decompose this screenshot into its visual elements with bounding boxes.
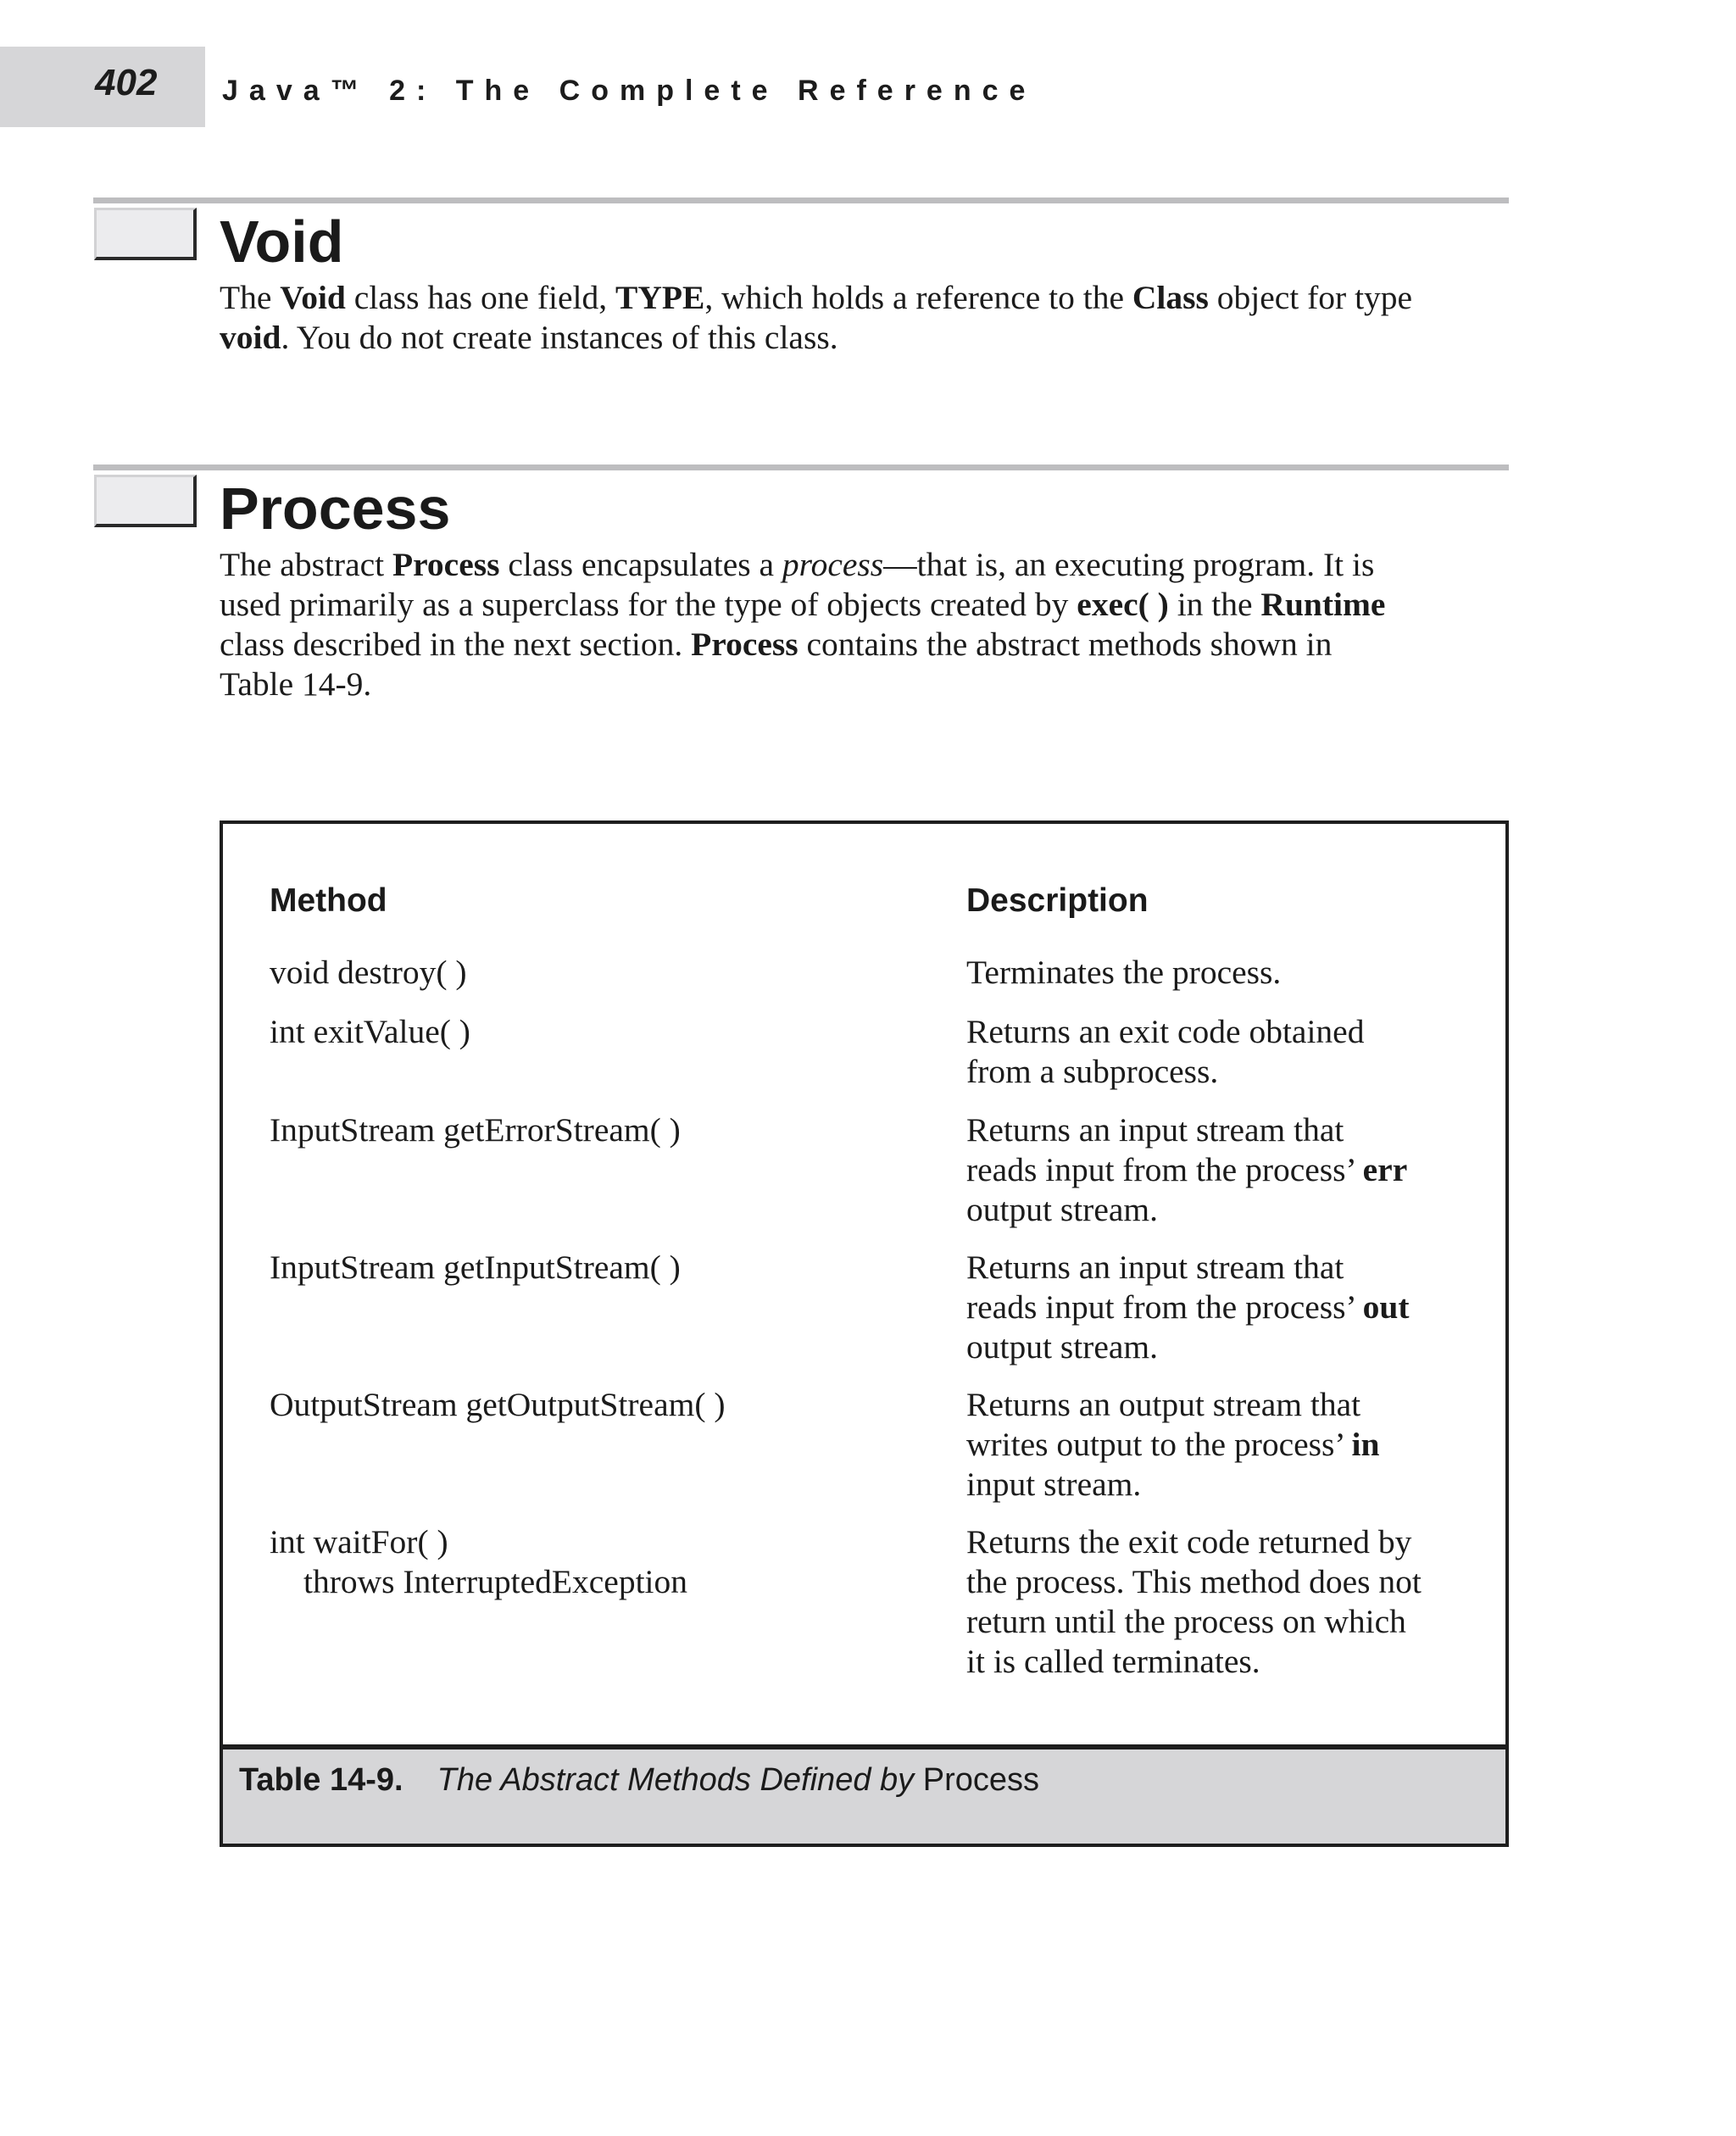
method-cell	[270, 1012, 470, 1052]
process-paragraph-line-1: The abstract Process class encapsulates a process—that is, an executing program. It is	[220, 546, 1375, 583]
section-marker-process	[94, 475, 197, 527]
section-marker-void	[94, 208, 197, 260]
description-cell-line: output stream.	[966, 1328, 1158, 1366]
description-cell	[966, 1385, 1379, 1505]
table-caption-text: The Abstract Methods Defined by	[437, 1762, 923, 1798]
description-cell-line: Returns an exit code obtained	[966, 1013, 1365, 1050]
stream-name: in	[1351, 1426, 1380, 1463]
table-caption-class-name: Process	[922, 1762, 1039, 1798]
method-cell	[270, 1110, 681, 1150]
description-cell	[966, 1248, 1410, 1367]
running-title: Java™ 2: The Complete Reference	[222, 75, 1037, 107]
method-cell	[270, 1385, 726, 1425]
method-cell-line: void destroy( )	[270, 954, 467, 991]
description-cell-line: reads input from the process’ out	[966, 1288, 1410, 1326]
method-cell	[270, 1248, 681, 1288]
description-cell-line: reads input from the process’ err	[966, 1151, 1408, 1188]
description-cell-line: it is called terminates.	[966, 1643, 1260, 1680]
method-cell-line: InputStream getErrorStream( )	[270, 1111, 681, 1149]
description-cell-line: writes output to the process’ in	[966, 1426, 1380, 1463]
table-caption	[239, 1764, 1039, 1796]
description-cell	[966, 1522, 1422, 1682]
description-cell-line: from a subprocess.	[966, 1053, 1219, 1090]
process-paragraph-line-4: Table 14-9.	[220, 665, 372, 703]
description-cell-line: Returns an output stream that	[966, 1386, 1361, 1423]
method-cell-line: throws InterruptedException	[303, 1563, 688, 1600]
description-cell-line: input stream.	[966, 1466, 1142, 1503]
description-cell-line: Terminates the process.	[966, 954, 1282, 991]
stream-name: out	[1362, 1288, 1410, 1326]
section-rule-process	[93, 464, 1509, 470]
table-caption-label: Table 14-9.	[239, 1762, 403, 1798]
process-paragraph-line-2: used primarily as a superclass for the type of objects created by exec( ) in the Runtime	[220, 586, 1386, 623]
page-number: 402	[95, 62, 158, 103]
method-cell-line: OutputStream getOutputStream( )	[270, 1386, 726, 1423]
section-title-void: Void	[220, 209, 344, 275]
section-title-process: Process	[220, 476, 451, 542]
description-cell-line: return until the process on which	[966, 1603, 1406, 1640]
stream-name: err	[1362, 1151, 1408, 1188]
section-rule-void	[93, 197, 1509, 203]
method-cell	[270, 953, 467, 993]
description-cell-line: Returns the exit code returned by	[966, 1523, 1412, 1560]
description-cell	[966, 1012, 1364, 1092]
description-cell-line: output stream.	[966, 1191, 1158, 1228]
void-paragraph	[220, 278, 1525, 358]
method-cell-line: InputStream getInputStream( )	[270, 1249, 681, 1286]
method-cell-line: int exitValue( )	[270, 1013, 470, 1050]
process-paragraph	[220, 545, 1525, 704]
method-cell-line: int waitFor( )	[270, 1523, 448, 1560]
description-cell	[966, 1110, 1407, 1230]
process-paragraph-line-3: class described in the next section. Process contains the abstract methods shown in	[220, 626, 1333, 663]
description-cell-line: the process. This method does not	[966, 1563, 1422, 1600]
void-paragraph-line-1: The Void class has one field, TYPE, which holds a reference to the Class object for type	[220, 279, 1413, 316]
description-cell-line: Returns an input stream that	[966, 1249, 1344, 1286]
description-cell-line: Returns an input stream that	[966, 1111, 1344, 1149]
description-cell	[966, 953, 1281, 993]
column-header-method: Method	[270, 882, 387, 919]
void-paragraph-line-2: void. You do not create instances of this class.	[220, 319, 838, 356]
method-cell	[270, 1522, 687, 1602]
column-header-description: Description	[966, 882, 1149, 919]
